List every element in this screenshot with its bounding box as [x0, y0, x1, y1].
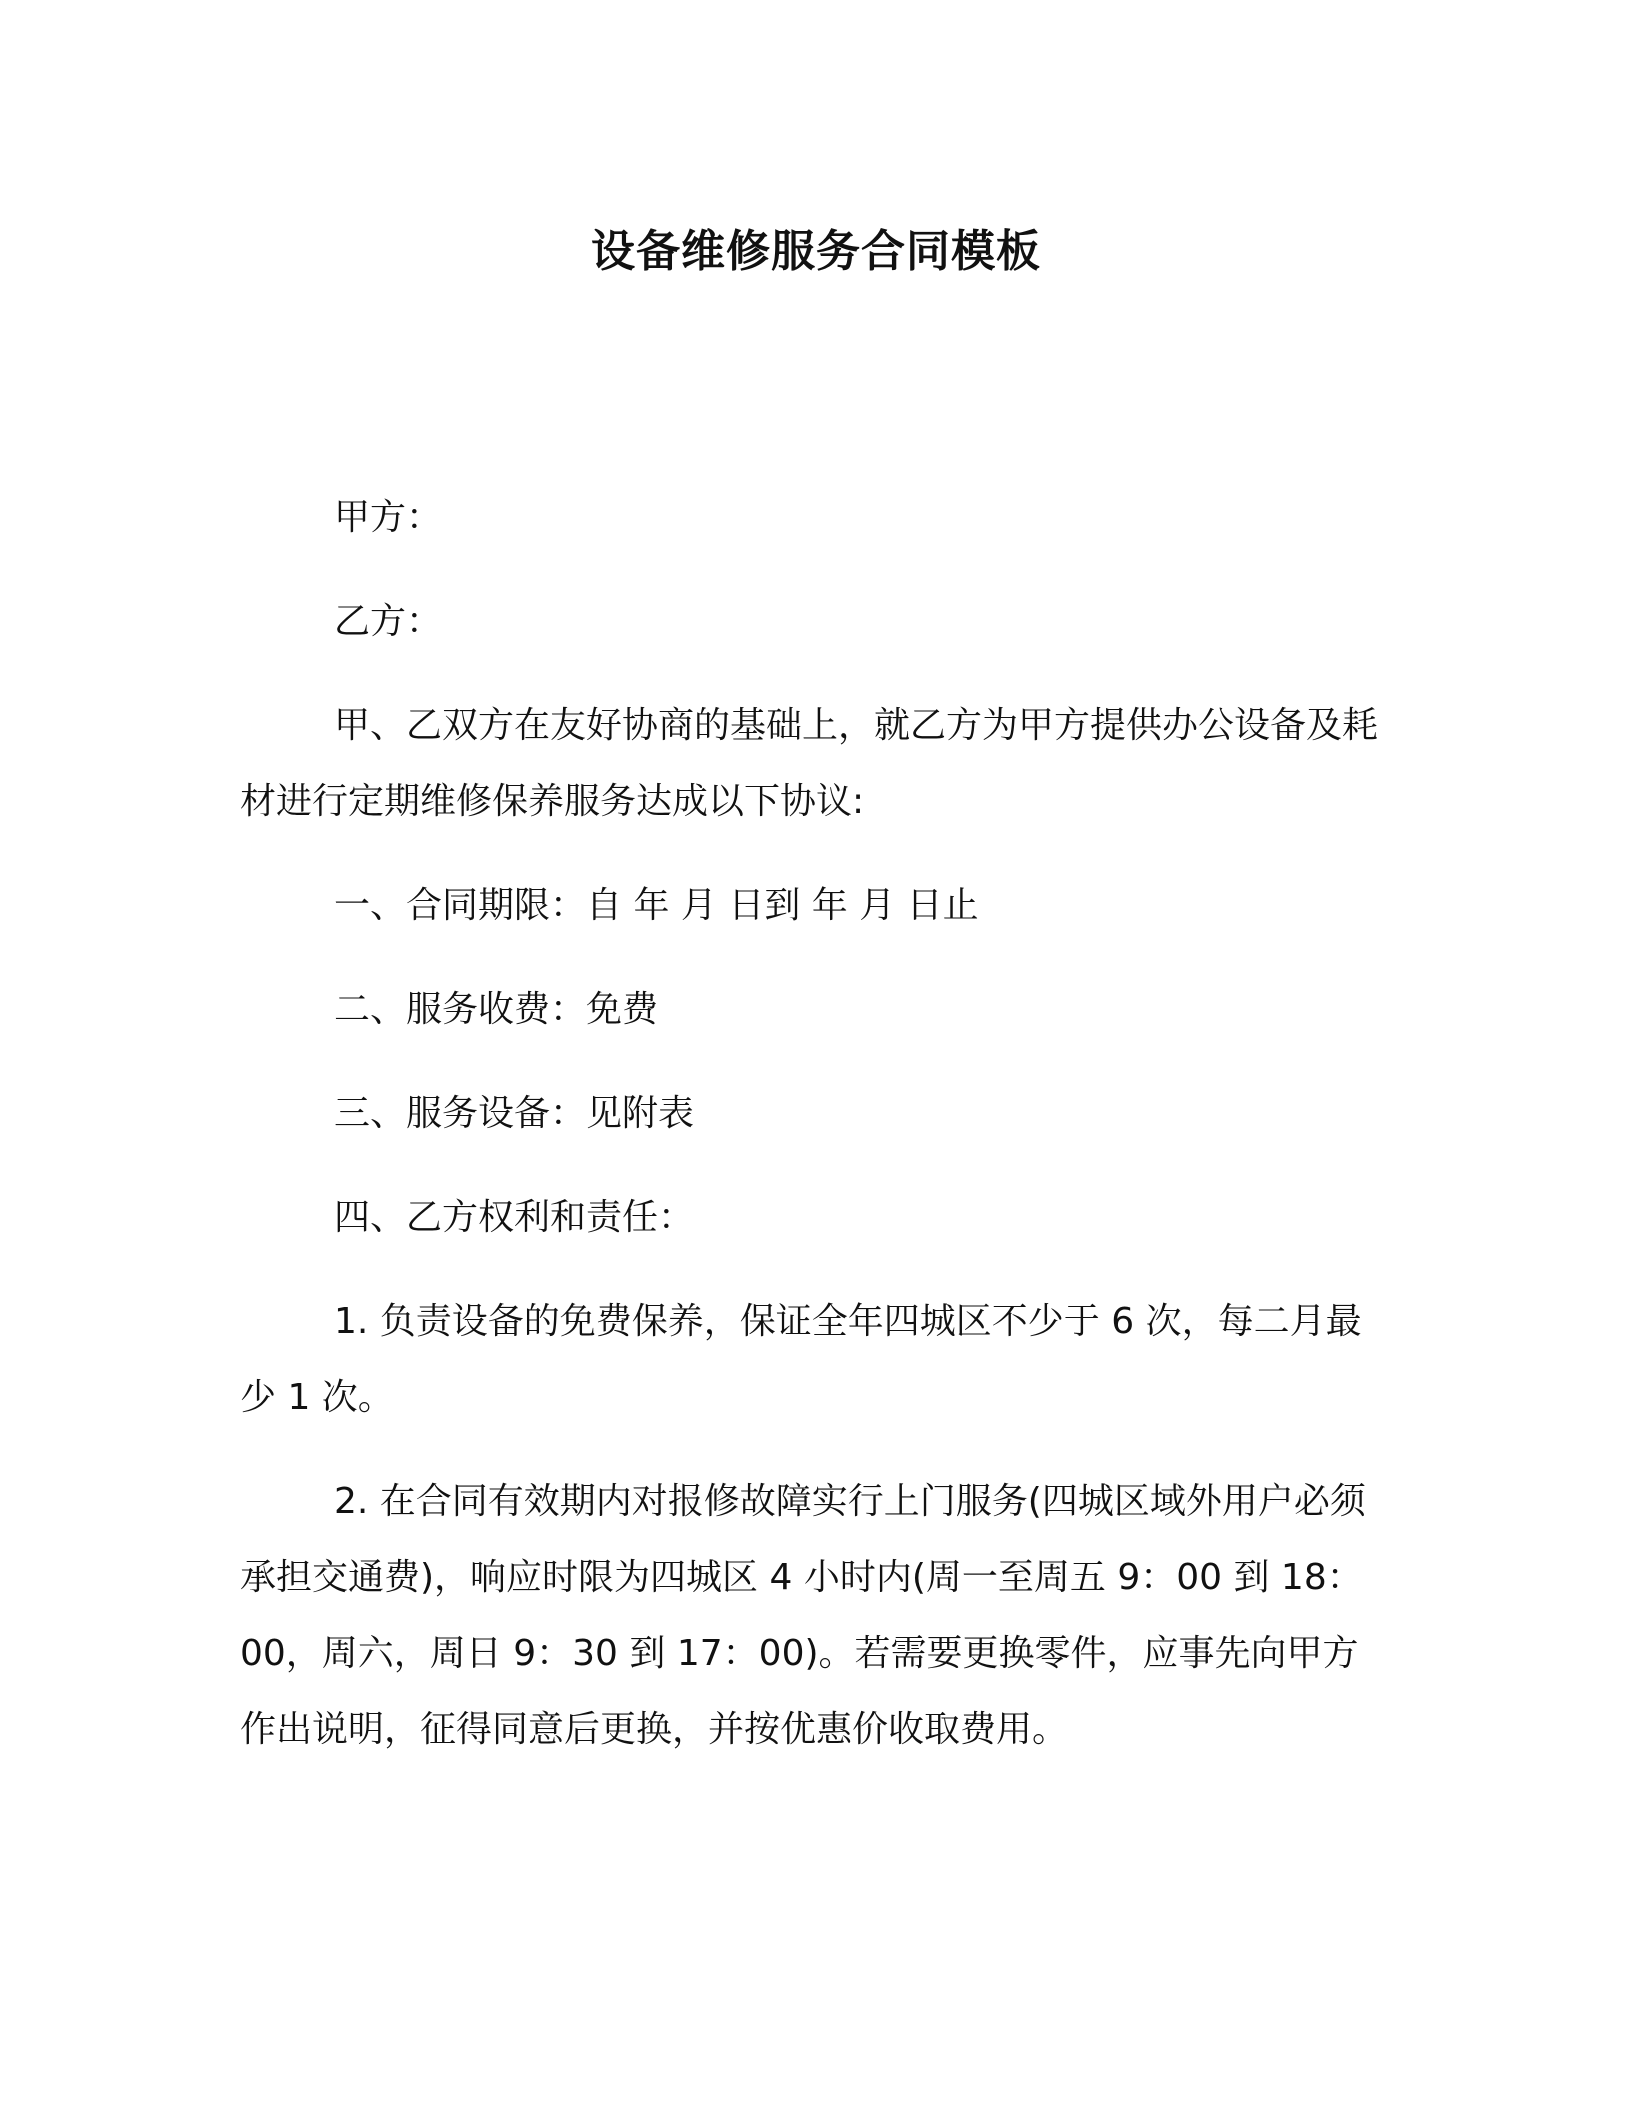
clause-fee: 二、服务收费：免费: [334, 989, 659, 1030]
item-repair-service: 2. 在合同有效期内对报修故障实行上门服务(四城区域外用户必须承担交通费)，响应时限为四城区 4 小时内(周一至周五 9：00 到 18：00，周六，周日 9：30 到 17：00)。若需要更换零件，应事先向甲方作出说明，征得同意后更换，并按优惠价收取费用。: [240, 1481, 1366, 1750]
clause-equipment: 三、服务设备：见附表: [334, 1093, 695, 1134]
clause-term: 一、合同期限：自 年 月 日到 年 月 日止: [334, 885, 979, 926]
intro-paragraph: 甲、乙双方在友好协商的基础上，就乙方为甲方提供办公设备及耗材进行定期维修保养服务达成以下协议:: [240, 705, 1379, 822]
item-maintenance: 1. 负责设备的免费保养，保证全年四城区不少于 6 次，每二月最少 1 次。: [240, 1301, 1362, 1418]
party-a-label: 甲方：: [334, 497, 443, 538]
clause-party-b-rights: 四、乙方权利和责任：: [334, 1197, 695, 1238]
party-b-label: 乙方：: [334, 601, 443, 642]
document-title: 设备维修服务合同模板: [591, 226, 1041, 277]
